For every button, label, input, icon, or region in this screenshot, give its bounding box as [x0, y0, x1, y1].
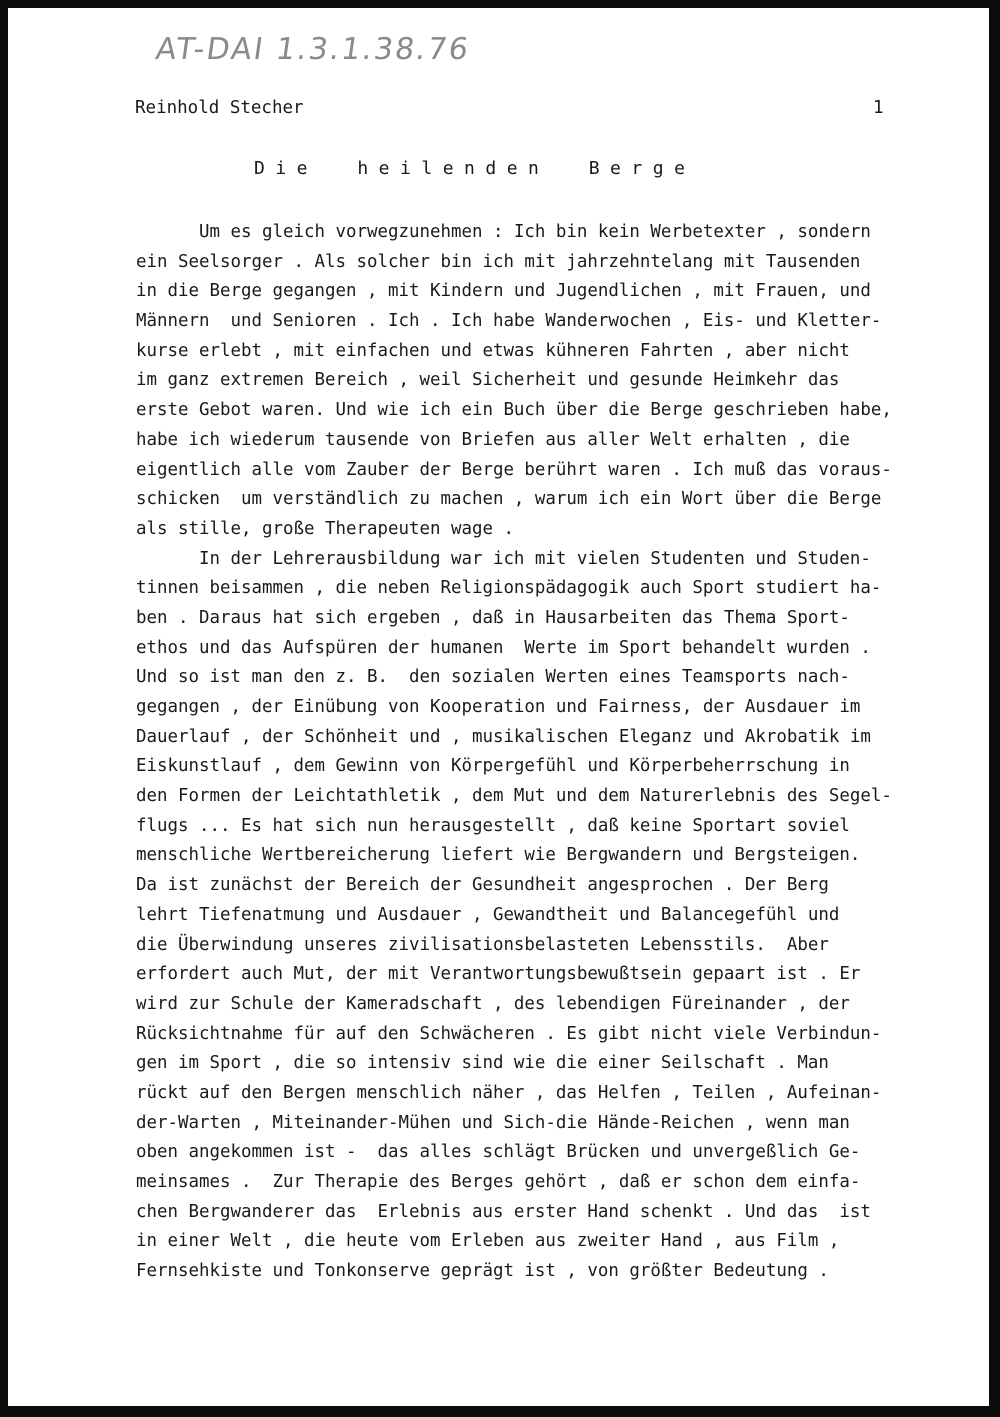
- text-line: erfordert auch Mut, der mit Verantwortungsbewußtsein gepaart ist . Er: [136, 964, 861, 985]
- text-line: die Überwindung unseres zivilisationsbelasteten Lebensstils. Aber: [136, 934, 829, 955]
- document-title: Die heilenden Berge: [254, 158, 696, 179]
- text-line: In der Lehrerausbildung war ich mit vielen Studenten und Studen-: [136, 548, 871, 569]
- body-text: [136, 218, 986, 1287]
- text-line: als stille, große Therapeuten wage .: [136, 518, 514, 539]
- text-line: tinnen beisammen , die neben Religionspädagogik auch Sport studiert ha-: [136, 578, 882, 599]
- text-line: oben angekommen ist - das alles schlägt Brücken und unvergeßlich Ge-: [136, 1142, 861, 1163]
- text-line: wird zur Schule der Kameradschaft , des lebendigen Füreinander , der: [136, 993, 850, 1014]
- text-line: Da ist zunächst der Bereich der Gesundheit angesprochen . Der Berg: [136, 875, 829, 896]
- text-line: rückt auf den Bergen menschlich näher , das Helfen , Teilen , Aufeinan-: [136, 1082, 882, 1103]
- archive-signature: AT-DAI 1.3.1.38.76: [153, 32, 473, 67]
- text-line: in die Berge gegangen , mit Kindern und Jugendlichen , mit Frauen, und: [136, 281, 871, 302]
- text-line: Um es gleich vorwegzunehmen : Ich bin kein Werbetexter , sondern: [136, 222, 871, 242]
- text-line: Eiskunstlauf , dem Gewinn von Körpergefühl und Körperbeherrschung in: [136, 756, 850, 777]
- page-number: 1: [873, 98, 884, 118]
- text-line: gen im Sport , die so intensiv sind wie die einer Seilschaft . Man: [136, 1053, 829, 1074]
- text-line: ben . Daraus hat sich ergeben , daß in Hausarbeiten das Thema Sport-: [136, 607, 850, 628]
- text-line: ethos und das Aufspüren der humanen Werte im Sport behandelt wurden .: [136, 637, 871, 658]
- text-line: ein Seelsorger . Als solcher bin ich mit jahrzehntelang mit Tausenden: [136, 251, 861, 272]
- text-line: kurse erlebt , mit einfachen und etwas kühneren Fahrten , aber nicht: [136, 340, 850, 361]
- text-line: chen Bergwanderer das Erlebnis aus erster Hand schenkt . Und das ist: [136, 1201, 871, 1222]
- text-line: Dauerlauf , der Schönheit und , musikalischen Eleganz und Akrobatik im: [136, 726, 871, 747]
- text-line: menschliche Wertbereicherung liefert wie Bergwandern und Bergsteigen.: [136, 845, 861, 866]
- text-line: im ganz extremen Bereich , weil Sicherheit und gesunde Heimkehr das: [136, 370, 840, 391]
- text-line: eigentlich alle vom Zauber der Berge berührt waren . Ich muß das voraus-: [136, 459, 892, 480]
- text-line: in einer Welt , die heute vom Erleben aus zweiter Hand , aus Film ,: [136, 1231, 840, 1252]
- text-line: habe ich wiederum tausende von Briefen aus aller Welt erhalten , die: [136, 429, 850, 450]
- text-line: erste Gebot waren. Und wie ich ein Buch über die Berge geschrieben habe,: [136, 400, 892, 421]
- document-page: [8, 8, 989, 1406]
- text-line: Männern und Senioren . Ich . Ich habe Wanderwochen , Eis- und Kletter-: [136, 311, 882, 332]
- text-line: Fernsehkiste und Tonkonserve geprägt ist , von größter Bedeutung .: [136, 1261, 829, 1282]
- text-line: gegangen , der Einübung von Kooperation und Fairness, der Ausdauer im: [136, 697, 861, 717]
- text-line: schicken um verständlich zu machen , warum ich ein Wort über die Berge: [136, 489, 882, 510]
- text-line: Und so ist man den z. B. den sozialen Werten eines Teamsports nach-: [136, 667, 850, 688]
- text-line: der-Warten , Miteinander-Mühen und Sich-die Hände-Reichen , wenn man: [136, 1112, 850, 1133]
- text-line: meinsames . Zur Therapie des Berges gehört , daß er schon dem einfa-: [136, 1172, 861, 1192]
- author-name: Reinhold Stecher: [135, 98, 304, 118]
- text-line: flugs ... Es hat sich nun herausgestellt , daß keine Sportart soviel: [136, 815, 850, 836]
- text-line: den Formen der Leichtathletik , dem Mut und dem Naturerlebnis des Segel-: [136, 786, 892, 807]
- text-line: Rücksichtnahme für auf den Schwächeren . Es gibt nicht viele Verbindun-: [136, 1023, 882, 1044]
- text-line: lehrt Tiefenatmung und Ausdauer , Gewandtheit und Balancegefühl und: [136, 904, 840, 925]
